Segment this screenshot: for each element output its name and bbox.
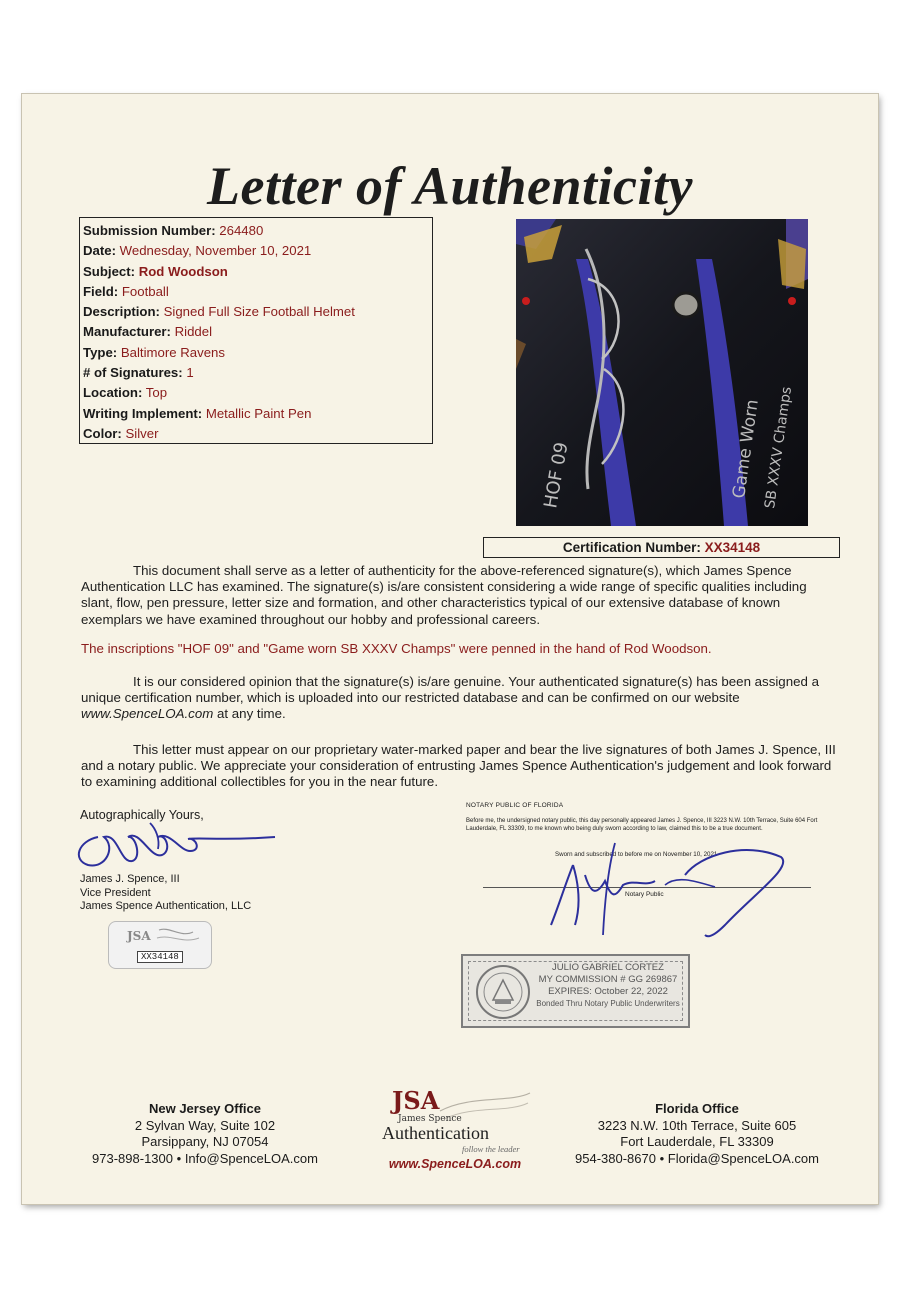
- signer-role: Vice President: [80, 886, 151, 899]
- hologram-icon: [109, 922, 211, 952]
- detail-row-field: Field: Football: [83, 283, 169, 299]
- detail-row-date: Date: Wednesday, November 10, 2021: [83, 243, 312, 259]
- item-details-box: [79, 217, 433, 444]
- detail-row-type: Type: Baltimore Ravens: [83, 344, 225, 360]
- fl-address-1: 3223 N.W. 10th Terrace, Suite 605: [597, 1117, 797, 1133]
- notary-sworn: Sworn and subscribed to before me on November 10, 2021: [555, 851, 718, 858]
- notary-seal-icon: [475, 964, 531, 1020]
- notary-heading: NOTARY PUBLIC OF FLORIDA: [466, 802, 564, 809]
- detail-row-description: Description: Signed Full Size Football Helmet: [83, 304, 355, 320]
- subject-value: Rod Woodson: [138, 263, 228, 279]
- paragraph-authenticity: This document shall serve as a letter of authenticity for the above-referenced signature(s), which James Spence Authentication LLC has examined. The signature(s) is/are consistent considering a wide range of specific qualities including slant, flow, pen pressure, letter size and formation, and other characteristics typical of our extensive database of known exemplars we have examined throughout our hobby and professional careers.: [81, 563, 807, 627]
- notary-stamp-text: JULIO GABRIEL CORTEZ MY COMMISSION # GG 269867 EXPIRES: October 22, 2022 Bonded Thru Notary Public Underwriters: [536, 962, 680, 1008]
- implement-value: Metallic Paint Pen: [205, 405, 312, 421]
- inscription-sb: SB XXXV Champs: [762, 385, 796, 510]
- spence-signature: [70, 815, 285, 875]
- paragraph-watermark: This letter must appear on our proprietary water-marked paper and bear the live signatures of both James J. Spence, III and a notary public. We appreciate your consideration of entrusting James Spence Authentication's judgement and look forward to examining additional collectibles for you in the near future.: [81, 742, 836, 790]
- paragraph-inscription: The inscriptions "HOF 09" and "Game worn SB XXXV Champs" were penned in the hand of Rod Woodson.: [81, 641, 712, 656]
- signer-block: [80, 873, 251, 914]
- fl-address-2: Fort Lauderdale, FL 33309: [620, 1134, 774, 1149]
- paragraph-opinion: It is our considered opinion that the signature(s) is/are genuine. Your authenticated signature(s) has been assigned a unique certification number, which is uploaded into our restricted database and can be confirmed on our website www.SpenceLOA.com at any time.: [81, 674, 819, 722]
- signer-company: James Spence Authentication, LLC: [80, 900, 252, 912]
- svg-text:JSA: JSA: [127, 929, 151, 943]
- nj-address-2: Parsippany, NJ 07054: [141, 1134, 269, 1149]
- detail-row-color: Color: Silver: [83, 425, 159, 441]
- inscription-game-worn: Game Worn: [729, 398, 763, 500]
- certification-box: [483, 537, 840, 558]
- signatures-value: 1: [186, 365, 194, 381]
- inscription-hof: HOF 09: [540, 440, 573, 510]
- logo-james-spence: James Spence: [398, 1114, 462, 1124]
- logo-authentication: Authentication: [382, 1123, 489, 1143]
- signer-name: James J. Spence, III: [80, 873, 180, 885]
- certification-number: XX34148: [704, 540, 761, 555]
- description-value: Signed Full Size Football Helmet: [163, 304, 355, 320]
- closing-text: Autographically Yours,: [80, 808, 204, 822]
- submission-number: 264480: [219, 223, 264, 238]
- detail-row-location: Location: Top: [83, 385, 168, 401]
- page-title: Letter of Authenticity: [207, 156, 693, 216]
- location-value: Top: [145, 385, 168, 401]
- field-value: Football: [121, 283, 169, 299]
- detail-row-signatures: # of Signatures: 1: [83, 365, 194, 381]
- helmet-image: [516, 219, 808, 526]
- jsa-hologram-sticker: [108, 921, 212, 969]
- fl-contact: 954-380-8670 • Florida@SpenceLOA.com: [575, 1150, 819, 1166]
- fl-heading: Florida Office: [655, 1101, 739, 1116]
- nj-contact: 973-898-1300 • Info@SpenceLOA.com: [92, 1150, 318, 1166]
- detail-row-subject: Subject: Rod Woodson: [83, 263, 228, 279]
- type-value: Baltimore Ravens: [120, 344, 225, 360]
- florida-office: [552, 1101, 842, 1167]
- manufacturer-value: Riddel: [174, 324, 212, 340]
- nj-address-1: 2 Sylvan Way, Suite 102: [134, 1117, 276, 1133]
- logo-jsa-text: JSA: [392, 1086, 440, 1115]
- notary-stamp: [461, 954, 690, 1028]
- notary-signature: [545, 835, 795, 940]
- new-jersey-office: [60, 1101, 350, 1167]
- detail-row-submission: Submission Number: 264480: [83, 223, 264, 238]
- detail-row-manufacturer: Manufacturer: Riddel: [83, 324, 212, 340]
- date-value: Wednesday, November 10, 2021: [119, 243, 312, 259]
- website-link[interactable]: www.SpenceLOA.com: [81, 706, 214, 722]
- nj-heading: New Jersey Office: [148, 1101, 261, 1116]
- color-value: Silver: [125, 425, 159, 441]
- certification-label: Certification Number:: [562, 540, 701, 555]
- notary-text: Before me, the undersigned notary public, this day personally appeared James J. Spence, III 3223 N.W. 10th Terrace, Suite 604 Fort Lauderdale, FL 33309, to me known who being duly sworn according to law, claimed this to be a true document.: [466, 818, 818, 832]
- jsa-website[interactable]: www.SpenceLOA.com: [388, 1157, 522, 1171]
- detail-row-implement: Writing Implement: Metallic Paint Pen: [83, 405, 312, 421]
- notary-label: Notary Public: [625, 891, 664, 898]
- sticker-number: XX34148: [137, 951, 183, 963]
- logo-tagline: follow the leader: [462, 1144, 520, 1154]
- helmet-photo: [516, 219, 808, 526]
